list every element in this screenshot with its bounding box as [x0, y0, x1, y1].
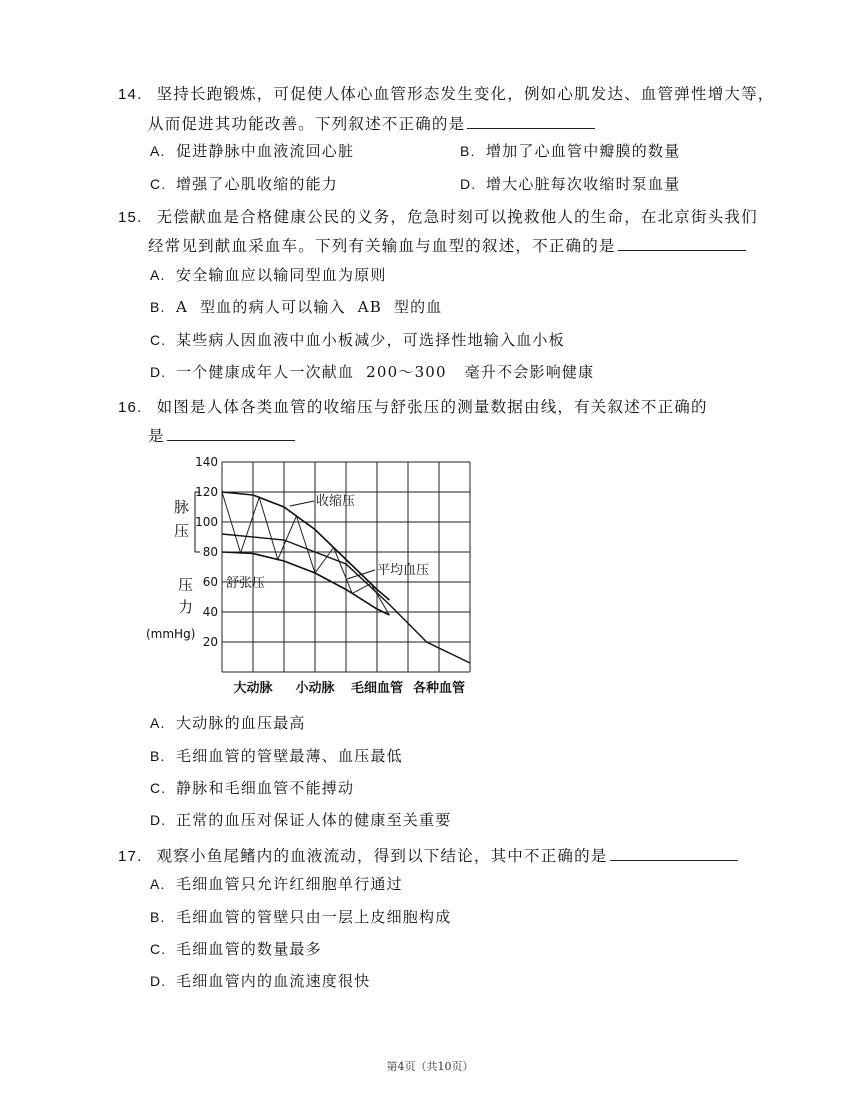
y-label-top-char2: 压 — [174, 522, 190, 540]
q16-line1 — [118, 395, 708, 417]
q15-stem-line2: 经常见到献血采血车。下列有关输血与血型的叙述，不正确的是 — [148, 237, 616, 255]
option-letter: D. — [150, 812, 167, 828]
y-label-bottom-char1: 压 — [178, 576, 194, 594]
q14-line2 — [148, 112, 595, 134]
option-letter: D. — [150, 973, 167, 989]
y-tick-label: 20 — [202, 635, 218, 649]
answer-blank[interactable] — [618, 236, 746, 251]
option-letter: A. — [150, 267, 166, 283]
x-category-label: 毛细血管 — [350, 681, 404, 695]
option-text: 毛细血管只允许红细胞单行通过 — [176, 875, 403, 893]
annotation-systolic-pointer — [290, 501, 314, 506]
option-letter: B. — [150, 748, 166, 764]
y-tick-label: 40 — [202, 605, 218, 619]
q14-stem-line2: 从而促进其功能改善。下列叙述不正确的是 — [148, 115, 466, 133]
q17-number: 17. — [118, 848, 143, 865]
q15-line1 — [118, 205, 758, 227]
q16-number: 16. — [118, 399, 143, 416]
chart-labels — [146, 492, 429, 641]
option-letter: B. — [460, 143, 476, 159]
y-tick-label: 100 — [195, 515, 218, 529]
option-letter: C. — [150, 780, 167, 796]
option-text: 毛细血管内的血流速度很快 — [176, 972, 371, 990]
q14-line1 — [118, 82, 775, 104]
option-letter: D. — [460, 176, 477, 192]
option-text: 一个健康成年人一次献血 200～300 毫升不会影响健康 — [176, 363, 595, 381]
x-category-label: 各种血管 — [412, 681, 466, 695]
option-text: 静脉和毛细血管不能搏动 — [176, 779, 355, 797]
q15-stem-line1: 无偿献血是合格健康公民的义务，危急时刻可以挽救他人的生命，在北京街头我们 — [156, 208, 758, 226]
q16-stem-line1: 如图是人体各类血管的收缩压与舒张压的测量数据由线，有关叙述不正确的 — [156, 398, 708, 416]
q14-option-b[interactable] — [460, 140, 680, 161]
answer-blank[interactable] — [467, 114, 595, 129]
option-text: 毛细血管的管壁只由一层上皮细胞构成 — [176, 908, 452, 926]
annotation-systolic: 收缩压 — [316, 494, 356, 509]
q15-line2 — [148, 234, 746, 256]
q15-option-b[interactable] — [150, 296, 443, 317]
y-unit-label: (mmHg) — [146, 627, 196, 641]
option-text: 增强了心肌收缩的能力 — [176, 175, 339, 193]
y-label-bottom-char2: 力 — [178, 598, 194, 616]
q14-option-d[interactable] — [460, 173, 680, 194]
option-text: 某些病人因血液中血小板减少，可选择性地输入血小板 — [176, 331, 565, 349]
q17-option-b[interactable] — [150, 906, 451, 927]
q15-option-a[interactable] — [150, 264, 387, 285]
q16-option-c[interactable] — [150, 777, 354, 798]
q17-option-c[interactable] — [150, 938, 322, 959]
option-text: 正常的血压对保证人体的健康至关重要 — [176, 811, 452, 829]
q16-option-a[interactable] — [150, 712, 306, 733]
option-text: 安全输血应以输同型血为原则 — [176, 266, 387, 284]
q14-option-a[interactable] — [150, 140, 354, 161]
option-letter: D. — [150, 364, 167, 380]
answer-blank[interactable] — [167, 426, 295, 441]
option-text: 促进静脉中血液流回心脏 — [176, 142, 355, 160]
option-letter: A. — [150, 143, 166, 159]
q15-option-d[interactable] — [150, 361, 594, 382]
annotation-mean: 平均血压 — [377, 563, 430, 578]
q15-number: 15. — [118, 209, 143, 226]
option-text: 增大心脏每次收缩时泵血量 — [486, 175, 681, 193]
option-text: 毛细血管的数量最多 — [176, 940, 322, 958]
q16-stem-line2: 是 — [148, 427, 165, 445]
y-tick-label: 140 — [195, 455, 218, 469]
q17-stem-line1: 观察小鱼尾鳍内的血液流动，得到以下结论，其中不正确的是 — [156, 847, 608, 865]
option-letter: C. — [150, 332, 167, 348]
q16-option-b[interactable] — [150, 745, 403, 766]
q14-stem-line1: 坚持长跑锻炼，可促使人体心血管形态发生变化，例如心肌发达、血管弹性增大等， — [156, 85, 775, 103]
q16-line2 — [148, 424, 295, 446]
option-letter: A. — [150, 876, 166, 892]
y-tick-label: 80 — [202, 545, 218, 559]
blood-pressure-chart — [140, 450, 500, 695]
y-label-top-char1: 脉 — [174, 498, 190, 516]
y-tick-label: 60 — [202, 575, 218, 589]
answer-blank[interactable] — [610, 846, 738, 861]
option-letter: A. — [150, 715, 166, 731]
page-footer: 第4页（共10页） — [386, 1060, 474, 1073]
option-letter: B. — [150, 909, 166, 925]
q17-line1 — [118, 844, 738, 866]
option-text: 增加了心血管中瓣膜的数量 — [486, 142, 681, 160]
option-letter: C. — [150, 941, 167, 957]
option-text: 毛细血管的管壁最薄、血压最低 — [176, 747, 403, 765]
q15-option-c[interactable] — [150, 329, 565, 350]
annotation-diastolic: 舒张压 — [226, 576, 266, 591]
q16-option-d[interactable] — [150, 809, 451, 830]
q17-option-a[interactable] — [150, 873, 403, 894]
option-letter: C. — [150, 176, 167, 192]
option-text: 大动脉的血压最高 — [176, 714, 306, 732]
q17-option-d[interactable] — [150, 970, 370, 991]
x-category-label: 大动脉 — [233, 681, 273, 695]
q14-option-c[interactable] — [150, 173, 338, 194]
y-tick-label: 120 — [195, 485, 218, 499]
q14-number: 14. — [118, 86, 143, 103]
x-category-label: 小动脉 — [295, 681, 335, 695]
x-axis-labels — [233, 680, 465, 695]
option-letter: B. — [150, 299, 166, 315]
option-text: A 型血的病人可以输入 AB 型的血 — [176, 298, 443, 316]
